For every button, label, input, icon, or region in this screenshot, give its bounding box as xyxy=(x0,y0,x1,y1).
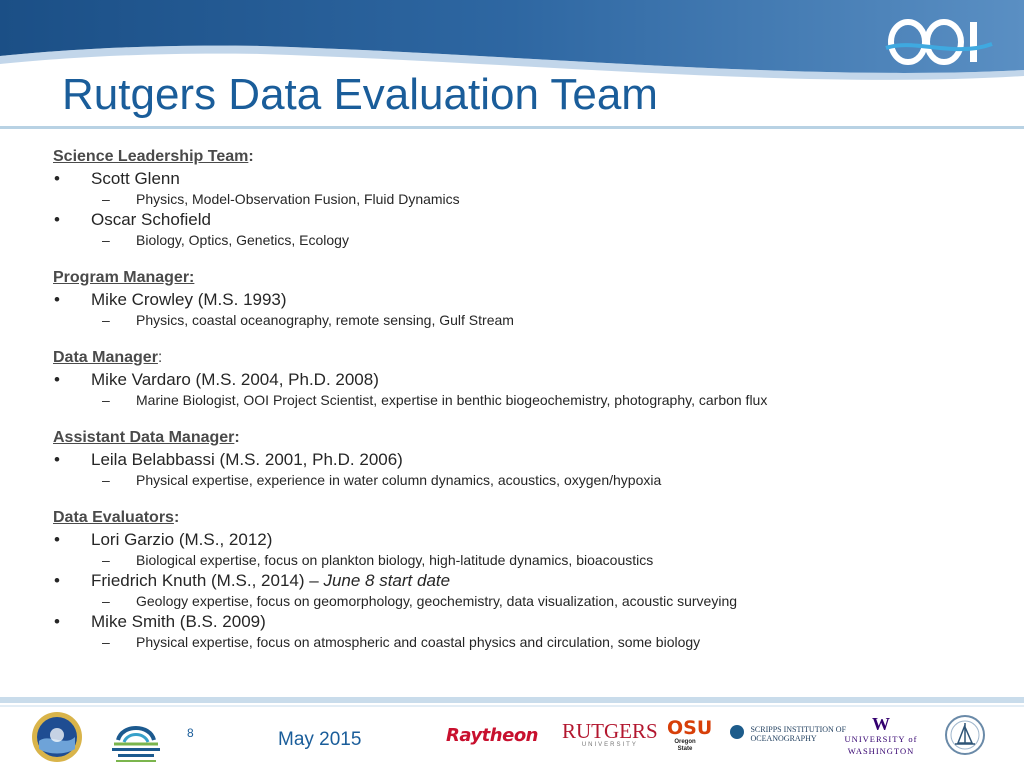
section-assistant-data-manager xyxy=(53,427,1013,490)
footer-date: May 2015 xyxy=(278,729,362,750)
section-heading: Assistant Data Manager: xyxy=(53,429,240,446)
sub-item: – Marine Biologist, OOI Project Scientist, expertise in benthic biogeochemistry, photography, carbon flux xyxy=(102,392,768,408)
osu-logo: OSU Oregon State xyxy=(667,717,713,752)
sub-item: – Physical expertise, experience in water column dynamics, acoustics, oxygen/hypoxia xyxy=(102,472,662,488)
start-date-note: June 8 start date xyxy=(323,571,451,590)
section-data-evaluators xyxy=(53,507,1013,652)
bullet-item: • Scott Glenn xyxy=(54,169,180,188)
section-program-manager xyxy=(53,267,1013,330)
woods-hole-seal-logo xyxy=(944,714,986,756)
bullet-item: • Mike Smith (B.S. 2009) xyxy=(54,612,266,631)
bullet-item: • Oscar Schofield xyxy=(54,210,211,229)
bullet-item: • Mike Vardaro (M.S. 2004, Ph.D. 2008) xyxy=(54,370,379,389)
team-content xyxy=(53,146,1013,652)
section-heading: Science Leadership Team: xyxy=(53,148,254,165)
footer-divider-light xyxy=(0,705,1024,707)
raytheon-logo: Raytheon xyxy=(446,725,538,746)
sub-item: – Physical expertise, focus on atmospheric and coastal physics and circulation, some biology xyxy=(102,634,701,650)
sub-item: – Physics, coastal oceanography, remote sensing, Gulf Stream xyxy=(102,312,514,328)
sub-item: – Geology expertise, focus on geomorphology, geochemistry, data visualization, acoustic surveying xyxy=(102,593,738,609)
sub-item: – Physics, Model-Observation Fusion, Fluid Dynamics xyxy=(102,191,460,207)
bullet-item: • Mike Crowley (M.S. 1993) xyxy=(54,290,287,309)
ooi-logo xyxy=(884,14,994,70)
section-science-leadership xyxy=(53,146,1013,250)
sub-item: – Biology, Optics, Genetics, Ecology xyxy=(102,232,349,248)
bullet-item: • Lori Garzio (M.S., 2012) xyxy=(54,530,273,549)
rutgers-logo: RUTGERS UNIVERSITY xyxy=(562,719,658,748)
consortium-ocean-leadership-logo xyxy=(104,714,168,764)
sub-item: – Biological expertise, focus on plankton biology, high-latitude dynamics, bioacoustics xyxy=(102,552,654,568)
footer-divider xyxy=(0,697,1024,703)
scripps-logo: SCRIPPS INSTITUTION OF OCEANOGRAPHY xyxy=(730,725,846,743)
bullet-item: • Friedrich Knuth (M.S., 2014) – June 8 start date xyxy=(54,571,451,590)
bullet-item: • Leila Belabbassi (M.S. 2001, Ph.D. 2006) xyxy=(54,450,403,469)
page-number: 8 xyxy=(187,726,194,740)
slide-title: Rutgers Data Evaluation Team xyxy=(62,70,658,119)
university-of-washington-logo: W UNIVERSITY of WASHINGTON xyxy=(844,714,918,756)
section-heading: Data Evaluators: xyxy=(53,509,180,526)
nsf-logo xyxy=(31,711,83,763)
section-heading: Data Manager: xyxy=(53,349,163,366)
section-heading: Program Manager: xyxy=(53,269,195,286)
title-divider xyxy=(0,126,1024,129)
scripps-emblem-icon xyxy=(730,725,744,739)
section-data-manager xyxy=(53,347,1013,410)
